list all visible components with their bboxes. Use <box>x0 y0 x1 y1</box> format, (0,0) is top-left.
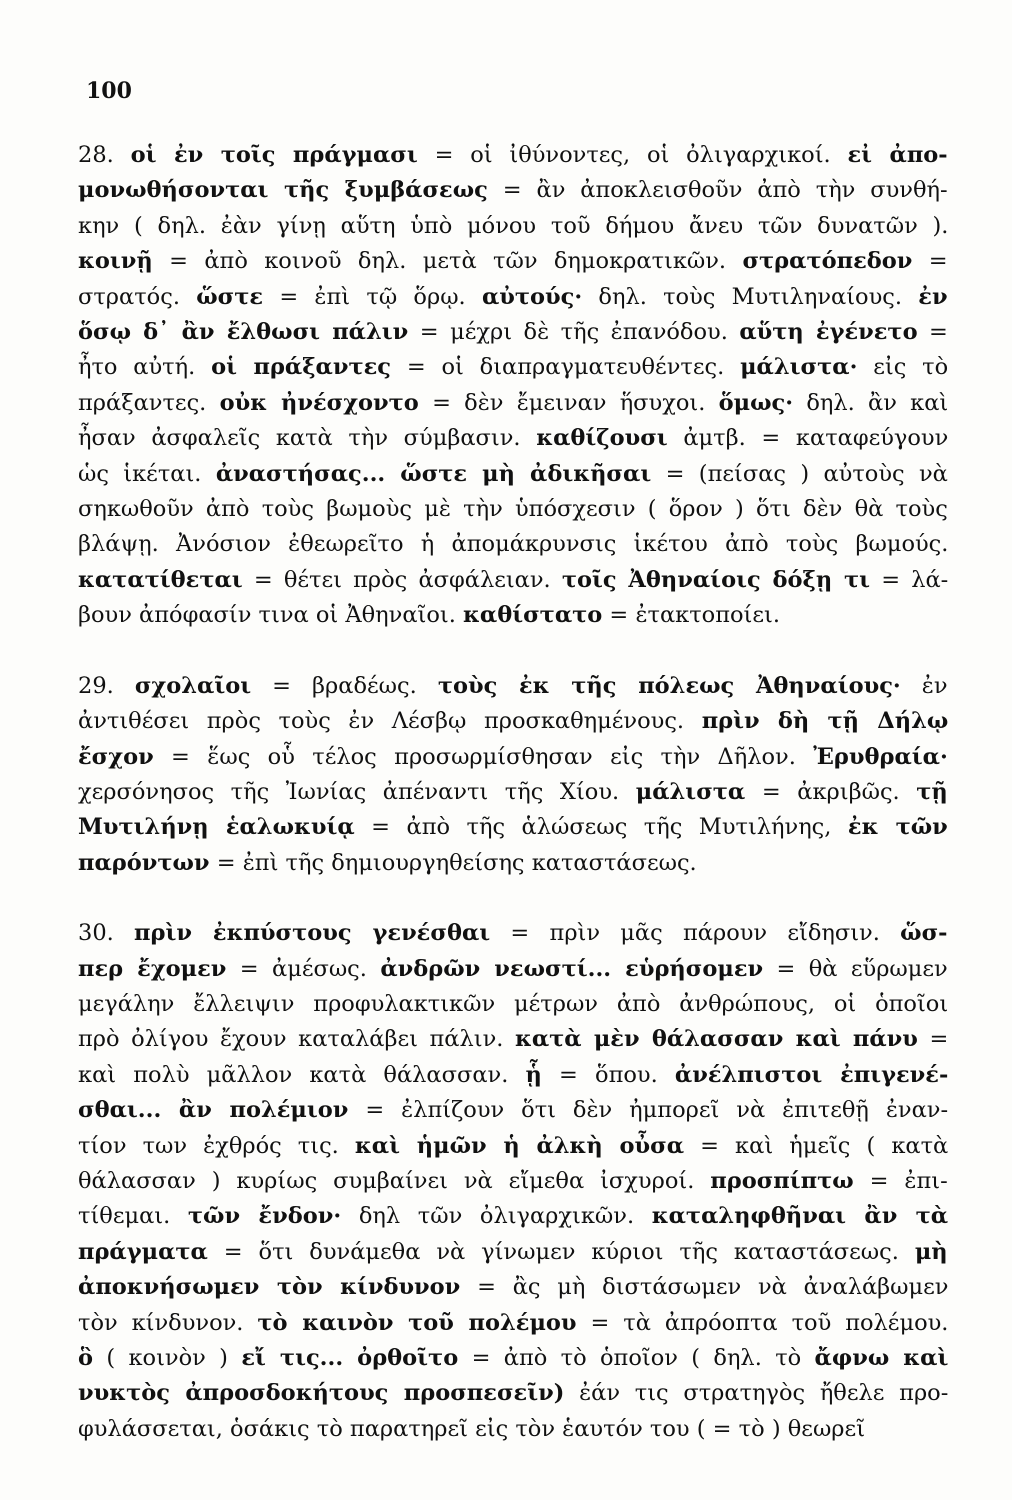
lemma-bold: προσπίπτω <box>710 1167 854 1194</box>
gloss-text: = ὅπου. <box>541 1061 675 1088</box>
gloss-text: ἦσαν ἀσφαλεῖς κατὰ τὴν σύμβασιν. <box>78 425 537 452</box>
lemma-bold: καθίστατο <box>463 602 603 629</box>
gloss-text: 28. <box>78 142 131 168</box>
text-line <box>78 1412 948 1447</box>
lemma-bold: τοῖς Ἀθηναίοις δόξῃ τι <box>561 566 871 593</box>
page-number: 100 <box>86 78 132 104</box>
text-line <box>78 1129 948 1164</box>
gloss-text: = πρὶν μᾶς πάρουν εἴδησιν. <box>490 920 901 947</box>
text-line <box>78 1235 948 1270</box>
text-line <box>78 527 948 562</box>
text-line <box>78 987 948 1022</box>
lemma-bold: πράγματα <box>78 1238 208 1265</box>
lemma-bold: οὐκ ἠνέσχοντο <box>219 389 419 416</box>
text-line <box>78 1376 948 1411</box>
text-line <box>78 350 948 385</box>
gloss-text: τίθεμαι. <box>78 1203 188 1230</box>
text-line <box>78 1022 948 1057</box>
lemma-bold: πρὶν δὴ τῇ Δήλῳ <box>701 708 948 735</box>
lemma-bold: αὕτη ἐγένετο <box>739 319 918 346</box>
gloss-text: = βραδέως. <box>251 672 438 699</box>
gloss-text: = (πείσας ) αὐτοὺς νὰ <box>651 460 948 487</box>
lemma-bold: στρατόπεδον <box>742 248 913 275</box>
gloss-text: = ἐλπίζουν ὅτι δὲν ἠμπορεῖ νὰ ἐπιτεθῇ ἐναν- <box>348 1097 948 1124</box>
gloss-text: 30. <box>78 920 135 947</box>
gloss-text: = θὰ εὕρωμεν <box>763 955 948 982</box>
lemma-bold: νυκτὸς ἀπροσδοκήτους προσπεσεῖν) <box>78 1380 565 1407</box>
gloss-text: = <box>917 319 948 346</box>
gloss-text: = τὰ ἀπρόοπτα τοῦ πολέμου. <box>576 1309 948 1336</box>
text-line <box>78 1199 948 1234</box>
text-line <box>78 740 948 775</box>
lemma-bold: ἀναστήσας... ὥστε μὴ ἀδικῆσαι <box>215 460 652 487</box>
paragraph-note-30 <box>78 916 948 1447</box>
lemma-bold: ὅμως· <box>718 389 794 416</box>
lemma-bold: ὃ <box>78 1345 94 1371</box>
text-line <box>78 775 948 810</box>
lemma-bold: καὶ ἡμῶν ἡ ἀλκὴ οὖσα <box>354 1132 685 1159</box>
lemma-bold: Ἐρυθραία· <box>813 743 948 770</box>
gloss-text: ἀμτβ. = καταφεύγουν <box>667 425 948 452</box>
gloss-text: = ἕως οὗ τέλος προσωρμίσθησαν εἰς τὴν Δῆλον. <box>153 743 814 770</box>
paragraph-note-29 <box>78 669 948 881</box>
gloss-text: = ἀπὸ τὸ ὁποῖον ( δηλ. τὸ <box>458 1345 815 1371</box>
gloss-text: = ἐπι- <box>853 1167 948 1194</box>
lemma-bold: περ ἔχομεν <box>78 955 227 982</box>
lemma-bold: ᾗ <box>525 1061 542 1088</box>
gloss-text: μεγάλην ἔλλειψιν προφυλακτικῶν μέτρων ἀπὸ ἀνθρώπους, οἱ ὁποῖοι <box>78 990 948 1017</box>
text-line <box>78 916 948 951</box>
gloss-text: = ὅτι δυνάμεθα νὰ γίνωμεν κύριοι τῆς καταστάσεως. <box>207 1238 915 1265</box>
gloss-text: = ἂς μὴ διστάσωμεν νὰ ἀναλάβωμεν <box>460 1274 948 1301</box>
lemma-bold: ἐκ τῶν <box>847 814 948 841</box>
gloss-text: = λά- <box>870 566 948 593</box>
gloss-text: = καὶ ἡμεῖς ( κατὰ <box>684 1132 948 1159</box>
gloss-text: πράξαντες. <box>78 389 220 416</box>
gloss-text: ὡς ἱκέται. <box>78 460 216 487</box>
lemma-bold: καταληφθῆναι ἂν τὰ <box>651 1203 948 1230</box>
gloss-text: πρὸ ὀλίγου ἔχουν καταλάβει πάλιν. <box>78 1026 515 1053</box>
lemma-bold: μάλιστα· <box>740 354 858 381</box>
gloss-text: τίον των ἐχθρός τις. <box>78 1132 355 1159</box>
gloss-text: = ἀμέσως. <box>226 955 381 982</box>
gloss-text: εἰς τὸ <box>857 354 948 381</box>
lemma-bold: μὴ <box>914 1238 948 1265</box>
lemma-bold: εἰ ἀπο- <box>847 142 948 168</box>
lemma-bold: μάλιστα <box>635 778 746 805</box>
lemma-bold: οἱ ἐν τοῖς πράγμασι <box>130 142 418 168</box>
lemma-bold: ὅσῳ δ᾽ ἂν ἔλθωσι πάλιν <box>78 319 409 346</box>
gloss-text: = θέτει πρὸς ἀσφάλειαν. <box>242 566 562 593</box>
text-line <box>78 386 948 421</box>
gloss-text: = ἀπὸ τῆς ἁλώσεως τῆς Μυτιλήνης, <box>354 814 848 841</box>
gloss-text: καὶ πολὺ μᾶλλον κατὰ θάλασσαν. <box>78 1061 526 1088</box>
lemma-bold: ἀνέλπιστοι ἐπιγενέ- <box>674 1061 948 1088</box>
gloss-text: δηλ. ἂν καὶ <box>793 389 948 416</box>
gloss-text: φυλάσσεται, ὁσάκις τὸ παρατηρεῖ εἰς τὸν ἑαυτόν του ( = τὸ ) θεωρεῖ <box>78 1415 866 1442</box>
lemma-bold: τὸ καινὸν τοῦ πολέμου <box>257 1309 577 1336</box>
gloss-text: σηκωθοῦν ἀπὸ τοὺς βωμοὺς μὲ τὴν ὑπόσχεσιν ( ὅρον ) ὅτι δὲν θὰ τοὺς <box>78 496 948 523</box>
lemma-bold: ἄφνω καὶ <box>814 1345 948 1371</box>
lemma-bold: ἔσχον <box>78 743 154 770</box>
lemma-bold: τῶν ἔνδον· <box>187 1203 342 1230</box>
text-line <box>78 563 948 598</box>
gloss-text: βλάψῃ. Ἀνόσιον ἐθεωρεῖτο ἡ ἀπομάκρυνσις ἱκέτου ἀπὸ τοὺς βωμούς. <box>78 531 948 558</box>
text-line <box>78 138 948 173</box>
lemma-bold: μονωθήσονται τῆς ξυμβάσεως <box>78 177 488 204</box>
lemma-bold: εἴ τις... ὀρθοῖτο <box>241 1345 459 1371</box>
commentary-text <box>78 138 948 1447</box>
gloss-text: τὸν κίνδυνον. <box>78 1309 258 1336</box>
lemma-bold: Μυτιλήνῃ ἑαλωκυίᾳ <box>78 814 355 841</box>
text-line <box>78 1270 948 1305</box>
gloss-text: = δὲν ἔμειναν ἥσυχοι. <box>418 389 719 416</box>
gloss-text: δηλ τῶν ὀλιγαρχικῶν. <box>341 1203 652 1230</box>
lemma-bold: κατὰ μὲν θάλασσαν καὶ πάνυ <box>514 1026 918 1053</box>
lemma-bold: τῇ <box>916 778 948 805</box>
lemma-bold: κοινῇ <box>78 248 153 275</box>
gloss-text: = ἐπὶ τῆς δημιουργηθείσης καταστάσεως. <box>209 849 697 876</box>
gloss-text: = μέχρι δὲ τῆς ἐπανόδου. <box>408 319 740 346</box>
gloss-text: θάλασσαν ) κυρίως συμβαίνει νὰ εἴμεθα ἰσχυροί. <box>78 1167 711 1194</box>
gloss-text: = ἀπὸ κοινοῦ δηλ. μετὰ τῶν δημοκρατικῶν. <box>152 248 743 275</box>
gloss-text: = ἀκριβῶς. <box>745 778 917 805</box>
gloss-text: ἐν <box>900 672 948 699</box>
lemma-bold: ὥσ- <box>900 920 948 947</box>
gloss-text: = <box>912 248 948 275</box>
lemma-bold: παρόντων <box>78 849 210 876</box>
text-line <box>78 669 948 704</box>
gloss-text: = οἱ διαπραγματευθέντες. <box>391 354 741 381</box>
gloss-text: = οἱ ἰθύνοντες, οἱ ὀλιγαρχικοί. <box>417 142 848 168</box>
paragraph-note-28 <box>78 138 948 634</box>
text-line <box>78 244 948 279</box>
lemma-bold: οἱ πράξαντες <box>211 354 391 381</box>
lemma-bold: ἀποκνήσωμεν τὸν κίνδυνον <box>78 1274 461 1301</box>
gloss-text: κην ( δηλ. ἐὰν γίνῃ αὕτη ὑπὸ μόνου τοῦ δήμου ἄνευ τῶν δυνατῶν ). <box>78 212 948 239</box>
text-line <box>78 1341 948 1376</box>
gloss-text: δηλ. τοὺς Μυτιληναίους. <box>582 283 919 310</box>
text-line <box>78 315 948 350</box>
gloss-text: ἦτο αὐτή. <box>78 354 212 381</box>
gloss-text: ( κοινὸν ) <box>93 1345 242 1371</box>
gloss-text: στρατός. <box>78 283 197 310</box>
gloss-text: βουν ἀπόφασίν τινα οἱ Ἀθηναῖοι. <box>78 602 464 629</box>
lemma-bold: σχολαῖοι <box>134 672 252 699</box>
gloss-text: = <box>917 1026 948 1053</box>
lemma-bold: τοὺς ἐκ τῆς πόλεως Ἀθηναίους· <box>437 672 901 699</box>
lemma-bold: αὐτούς· <box>481 283 583 310</box>
gloss-text: ἐάν τις στρατηγὸς ἤθελε προ- <box>564 1380 948 1407</box>
text-line <box>78 457 948 492</box>
text-line <box>78 1093 948 1128</box>
lemma-bold: πρὶν ἐκπύστους γενέσθαι <box>134 920 491 947</box>
lemma-bold: κατατίθεται <box>78 566 243 593</box>
lemma-bold: ὥστε <box>196 283 264 310</box>
lemma-bold: ἀνδρῶν νεωστί... εὑρήσομεν <box>380 955 764 982</box>
lemma-bold: σθαι... ἂν πολέμιον <box>78 1097 349 1124</box>
gloss-text: = ἐτακτοποίει. <box>602 602 780 629</box>
gloss-text: χερσόνησος τῆς Ἰωνίας ἀπέναντι τῆς Χίου. <box>78 778 636 805</box>
text-line <box>78 173 948 208</box>
text-line <box>78 1164 948 1199</box>
text-line <box>78 704 948 739</box>
text-line <box>78 280 948 315</box>
text-line <box>78 421 948 456</box>
lemma-bold: ἐν <box>918 283 948 310</box>
text-line <box>78 598 948 633</box>
lemma-bold: καθίζουσι <box>536 425 668 452</box>
text-line <box>78 1306 948 1341</box>
gloss-text: 29. <box>78 672 135 699</box>
text-line <box>78 846 948 881</box>
text-line <box>78 492 948 527</box>
text-line <box>78 1058 948 1093</box>
text-line <box>78 952 948 987</box>
text-line <box>78 209 948 244</box>
text-line <box>78 810 948 845</box>
gloss-text: = ἐπὶ τῷ ὅρῳ. <box>263 283 482 310</box>
gloss-text: ἀντιθέσει πρὸς τοὺς ἐν Λέσβῳ προσκαθημένους. <box>78 708 702 735</box>
gloss-text: = ἂν ἀποκλεισθοῦν ἀπὸ τὴν συνθή- <box>487 177 948 204</box>
